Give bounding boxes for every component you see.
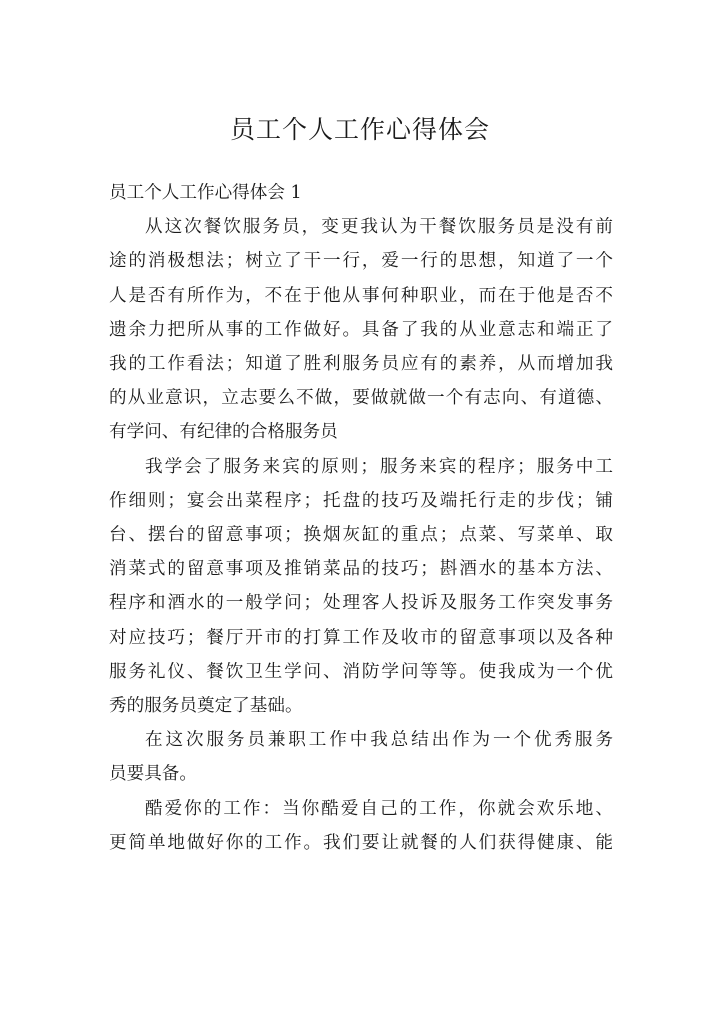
text-line: 秀的服务员奠定了基础。 (109, 696, 303, 717)
paragraph-4 (109, 792, 613, 860)
paragraph-2 (109, 450, 613, 724)
text-line: 在这次服务员兼职工作中我总结出作为一个优秀服务 (145, 730, 613, 751)
text-line: 从这次餐饮服务员，变更我认为干餐饮服务员是没有前 (145, 217, 613, 238)
text-line: 我的工作看法；知道了胜利服务员应有的素养，从而增加我 (109, 354, 613, 375)
section-heading: 员工个人工作心得体会 1 (109, 183, 302, 203)
text-line: 我学会了服务来宾的原则；服务来宾的程序；服务中工 (145, 456, 613, 477)
text-line: 对应技巧；餐厅开市的打算工作及收市的留意事项以及各种 (109, 627, 613, 648)
text-line: 的从业意识，立志要么不做，要做就做一个有志向、有道德、 (109, 388, 613, 409)
text-line: 有学问、有纪律的合格服务员 (109, 422, 338, 443)
paragraph-3 (109, 723, 613, 791)
text-line: 作细则；宴会出菜程序；托盘的技巧及端托行走的步伐；铺 (109, 490, 613, 511)
text-line: 更简单地做好你的工作。我们要让就餐的人们获得健康、能 (109, 832, 613, 853)
document-body (109, 176, 613, 860)
text-line: 遗余力把所从事的工作做好。具备了我的从业意志和端正了 (109, 319, 613, 340)
text-line: 员要具备。 (109, 764, 197, 785)
text-line: 消菜式的留意事项及推销菜品的技巧；斟酒水的基本方法、 (109, 559, 613, 580)
text-line: 途的消极想法；树立了干一行，爱一行的思想，知道了一个 (109, 251, 613, 272)
text-line: 人是否有所作为，不在于他从事何种职业，而在于他是否不 (109, 285, 613, 306)
document-title: 员工个人工作心得体会 (229, 115, 490, 144)
text-line: 程序和酒水的一般学问；处理客人投诉及服务工作突发事务 (109, 593, 613, 614)
paragraph-1 (109, 210, 613, 449)
text-line: 酷爱你的工作：当你酷爱自己的工作，你就会欢乐地、 (145, 798, 613, 819)
text-line: 台、摆台的留意事项；换烟灰缸的重点；点菜、写菜单、取 (109, 525, 613, 546)
text-line: 服务礼仪、餐饮卫生学问、消防学问等等。使我成为一个优 (109, 661, 613, 682)
